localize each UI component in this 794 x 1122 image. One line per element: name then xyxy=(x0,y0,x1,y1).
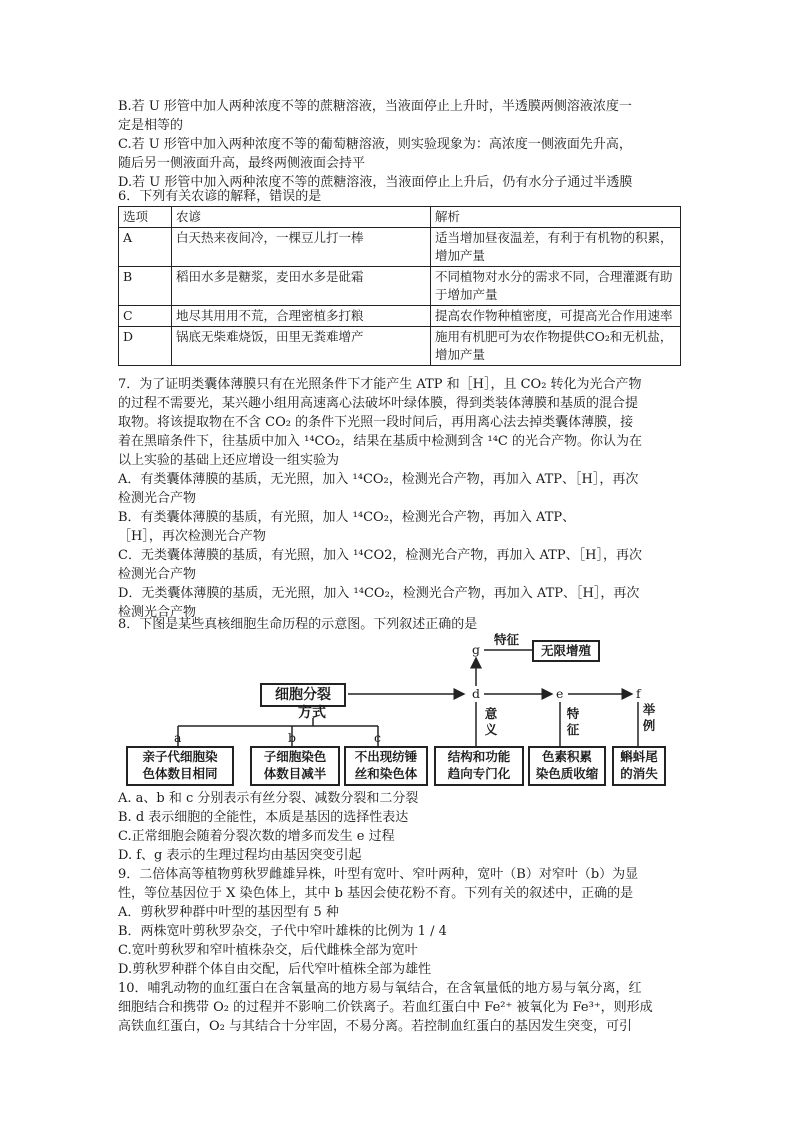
box-b-line: 子细胞染色 xyxy=(263,749,327,764)
box-a-line: 色体数目相同 xyxy=(142,766,218,781)
text-line: 随后另一侧液面升高，最终两侧液面会持平 xyxy=(118,156,366,171)
box-f-line: 的消失 xyxy=(620,766,658,781)
text-line: 检测光合产物 xyxy=(118,491,197,506)
box-b-line: 体数目减半 xyxy=(263,766,327,781)
text-line: 定是相等的 xyxy=(118,118,184,133)
table-cell: D xyxy=(119,327,172,366)
question-6: 6．下列有关农谚的解释，错误的是 xyxy=(118,189,322,204)
text-line: C.宽叶剪秋罗和窄叶植株杂交，后代雌株全部为宽叶 xyxy=(118,943,418,958)
text-line: B．两株宽叶剪秋罗杂交，子代中窄叶雄株的比例为 1 / 4 xyxy=(118,924,447,939)
text-line: A．剪秋罗种群中叶型的基因型有 5 种 xyxy=(118,905,339,920)
node-f: f xyxy=(636,686,641,701)
node-a: a xyxy=(174,730,182,745)
box-c xyxy=(344,746,428,786)
cell-division-box: 细胞分裂 xyxy=(260,683,346,707)
text-line: 检测光合产物 xyxy=(118,605,197,620)
table-cell: 施用有机肥可为农作物提供CO₂和无机盐，增加产量 xyxy=(431,327,681,366)
text-line: 的过程不需要光，某兴趣小组用高速离心法破坏叶绿体膜，得到类装体薄膜和基质的混合提 xyxy=(118,396,639,411)
example-label: 举例 xyxy=(642,702,656,733)
text-line: ［H］，再次检测光合产物 xyxy=(118,529,266,544)
table-cell: A xyxy=(119,228,172,267)
table-cell: 适当增加昼夜温差，有利于有机物的积累，增加产量 xyxy=(431,228,681,267)
box-f xyxy=(612,746,666,786)
feature-label-e: 特征 xyxy=(566,706,580,737)
table-cell: 锅底无柴难烧饭，田里无粪难增产 xyxy=(172,327,431,366)
table-cell: 白天热来夜间冷，一棵豆儿打一棒 xyxy=(172,228,431,267)
node-g: g xyxy=(472,642,481,657)
text-line: 以上实验的基础上还应增设一组实验为 xyxy=(118,453,340,468)
text-line: 着在黑暗条件下，往基质中加入 ¹⁴CO₂，结果在基质中检测到含 ¹⁴C 的光合产物。你认为在 xyxy=(118,434,643,449)
table-cell: B xyxy=(119,267,172,306)
text-line: D.剪秋罗种群个体自由交配，后代窄叶植株全部为雄性 xyxy=(118,962,432,977)
box-a xyxy=(126,746,234,786)
table-row xyxy=(119,267,681,306)
proverb-table xyxy=(118,206,681,366)
option-line: C.正常细胞会随着分裂次数的增多而发生 e 过程 xyxy=(118,829,395,844)
box-e-line: 染色质收缩 xyxy=(535,766,599,781)
box-e xyxy=(528,746,606,786)
table-header: 解析 xyxy=(431,207,681,228)
box-d xyxy=(434,746,524,786)
text-line: C．无类囊体薄膜的基质，有光照，加入 ¹⁴CO2，检测光合产物，再加入 ATP、［H］，再次 xyxy=(118,548,642,563)
text-line: D.若 U 形管中加入两种浓度不等的蔗糖溶液，当液面停止上升后，仍有水分子通过半透膜 xyxy=(118,175,633,190)
option-line: B. d 表示细胞的全能性，本质是基因的选择性表达 xyxy=(118,810,409,825)
text-line: 取物。将该提取物在不含 CO₂ 的条件下光照一段时间后，再用离心法去掉类囊体薄膜，接 xyxy=(118,415,634,430)
table-cell: C xyxy=(119,306,172,327)
text-line: D．无类囊体薄膜的基质，无光照，加入 ¹⁴CO₂，检测光合产物，再加入 ATP、［H］，再次 xyxy=(118,586,640,601)
text-line: 7．为了证明类囊体薄膜只有在光照条件下才能产生 ATP 和［H］，且 CO₂ 转化为光合产物 xyxy=(118,377,642,392)
option-line: A. a、b 和 c 分别表示有丝分裂、减数分裂和二分裂 xyxy=(118,791,419,806)
option-line: D. f、g 表示的生理过程均由基因突变引起 xyxy=(118,848,362,863)
table-row xyxy=(119,306,681,327)
node-c: c xyxy=(374,730,382,745)
node-b: b xyxy=(288,730,297,745)
table-cell: 地尽其用用不荒，合理密植多打粮 xyxy=(172,306,431,327)
question-8: 8．下图是某些真核细胞生命历程的示意图。下列叙述正确的是 xyxy=(118,617,478,632)
table-header: 农谚 xyxy=(172,207,431,228)
cell-life-diagram xyxy=(118,628,678,788)
meaning-label: 意义 xyxy=(484,706,498,737)
table-row xyxy=(119,327,681,366)
text-line: B．有类囊体薄膜的基质，有光照，加人 ¹⁴CO₂，检测光合产物，再加入 ATP、 xyxy=(118,510,576,525)
box-d-line: 结构和功能 xyxy=(447,749,511,764)
text-line: 性，等位基因位于 X 染色体上，其中 b 基因会使花粉不育。下列有关的叙述中，正确的是 xyxy=(118,886,634,901)
box-c-line: 丝和染色体 xyxy=(354,766,418,781)
text-line: C.若 U 形管中加入两种浓度不等的葡萄糖溶液，则实验现象为：高浓度一侧液面先升高， xyxy=(118,137,632,152)
box-a-line: 亲子代细胞染 xyxy=(142,749,218,764)
text-line: 细胞结合和携带 O₂ 的过程并不影响二价铁离子。若血红蛋白中 Fe²⁺ 被氧化为 Fe³⁺，则形成 xyxy=(118,1000,653,1015)
text-line: 10．哺乳动物的血红蛋白在含氧量高的地方易与氧结合，在含氧量低的地方易与氧分离，红 xyxy=(118,981,642,996)
table-cell: 稻田水多是糖浆，麦田水多是砒霜 xyxy=(172,267,431,306)
box-c-line: 不出现纺锤 xyxy=(354,749,418,764)
feature-label-top: 特征 xyxy=(494,632,520,647)
table-cell: 提高农作物种植密度，可提高光合作用速率 xyxy=(431,306,681,327)
table-row xyxy=(119,228,681,267)
box-b xyxy=(250,746,340,786)
unlimited-box: 无限增殖 xyxy=(532,640,600,662)
method-label: 方式 xyxy=(298,705,326,721)
text-line: 高铁血红蛋白，O₂ 与其结合十分牢固，不易分离。若控制血红蛋白的基因发生突变，可引 xyxy=(118,1019,633,1034)
box-f-line: 蝌蚪尾 xyxy=(620,749,658,764)
node-e: e xyxy=(556,686,564,701)
text-line: 检测光合产物 xyxy=(118,567,197,582)
box-d-line: 趋向专门化 xyxy=(447,766,511,781)
text-line: B.若 U 形管中加人两种浓度不等的蔗糖溶液，当液面停止上升时，半透膜两侧溶液浓度一 xyxy=(118,99,632,114)
table-header: 选项 xyxy=(119,207,172,228)
table-header-row xyxy=(119,207,681,228)
text-line: A．有类囊体薄膜的基质，无光照，加入 ¹⁴CO₂，检测光合产物，再加入 ATP、［H］，再次 xyxy=(118,472,639,487)
box-e-line: 色素积累 xyxy=(541,749,592,764)
text-line: 9．二倍体高等植物剪秋罗雌雄异株，叶型有宽叶、窄叶两种，宽叶（B）对窄叶（b）为显 xyxy=(118,867,639,882)
table-cell: 不同植物对水分的需求不同，合理灌溉有助于增加产量 xyxy=(431,267,681,306)
node-d: d xyxy=(472,686,481,701)
